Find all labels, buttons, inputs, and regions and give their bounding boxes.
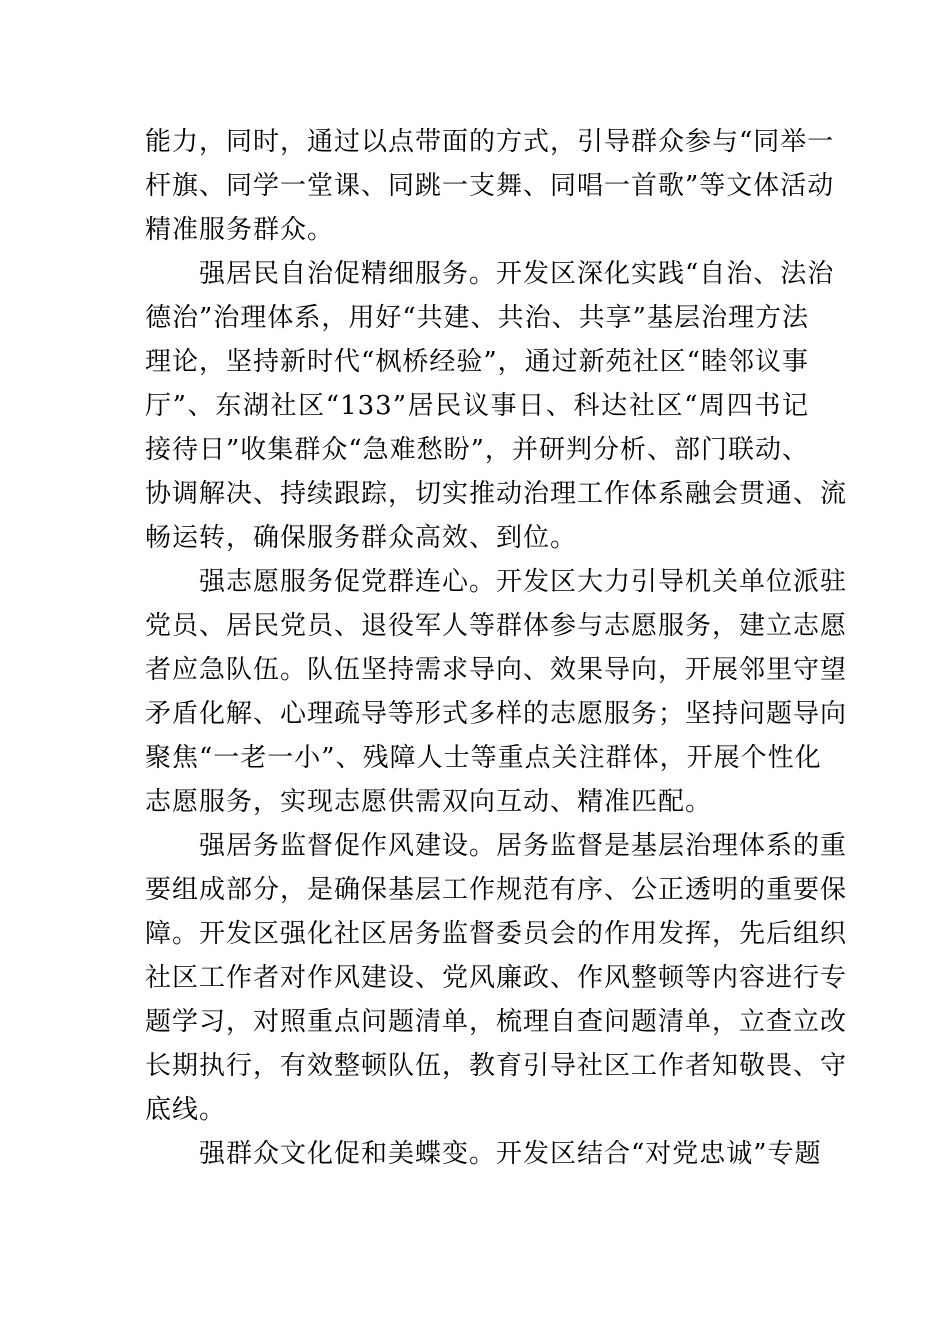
text-line: 障。开发区强化社区居务监督委员会的作用发挥，先后组织 [145,919,848,949]
text-line: 底线。 [145,1095,227,1125]
text-line: 志愿服务，实现志愿供需双向互动、精准匹配。 [145,787,713,817]
text-line: 精准服务群众。 [145,215,335,245]
text-line: 题学习，对照重点问题清单，梳理自查问题清单，立查立改 [145,1007,848,1037]
text-line: 长期执行，有效整顿队伍，教育引导社区工作者知敬畏、守 [145,1051,848,1081]
text-line: 社区工作者对作风建设、党风廉政、作风整顿等内容进行专 [145,963,848,993]
text-line: 要组成部分，是确保基层工作规范有序、公正透明的重要保 [145,875,848,905]
text-line: 能力，同时，通过以点带面的方式，引导群众参与“同举一 [145,127,835,157]
text-line: 党员、居民党员、退役军人等群体参与志愿服务，建立志愿 [145,611,848,641]
text-line: 者应急队伍。队伍坚持需求导向、效果导向，开展邻里守望 [145,655,848,685]
text-line: 畅运转，确保服务群众高效、到位。 [145,523,578,553]
paragraph-first-line: 强居务监督促作风建设。居务监督是基层治理体系的重 [199,831,848,861]
paragraph-first-line: 强志愿服务促党群连心。开发区大力引导机关单位派驻 [199,567,848,597]
paragraph-first-line: 强群众文化促和美蝶变。开发区结合“对党忠诚”专题 [199,1139,822,1169]
paragraph-first-line: 强居民自治促精细服务。开发区深化实践“自治、法治 [199,259,835,289]
text-line: 理论，坚持新时代“枫桥经验”，通过新苑社区“睦邻议事 [145,347,809,377]
text-line: 接待日”收集群众“急难愁盼”，并研判分析、部门联动、 [145,435,809,465]
text-line: 聚焦“一老一小”、残障人士等重点关注群体，开展个性化 [145,743,822,773]
text-line: 矛盾化解、心理疏导等形式多样的志愿服务；坚持问题导向 [145,699,848,729]
text-line: 杆旗、同学一堂课、同跳一支舞、同唱一首歌”等文体活动 [145,171,835,201]
text-line: 协调解决、持续跟踪，切实推动治理工作体系融会贯通、流 [145,479,848,509]
text-line: 厅”、东湖社区“133”居民议事日、科达社区“周四书记 [145,391,809,421]
document-body [145,120,848,1176]
text-line: 德治”治理体系，用好“共建、共治、共享”基层治理方法 [145,303,809,333]
